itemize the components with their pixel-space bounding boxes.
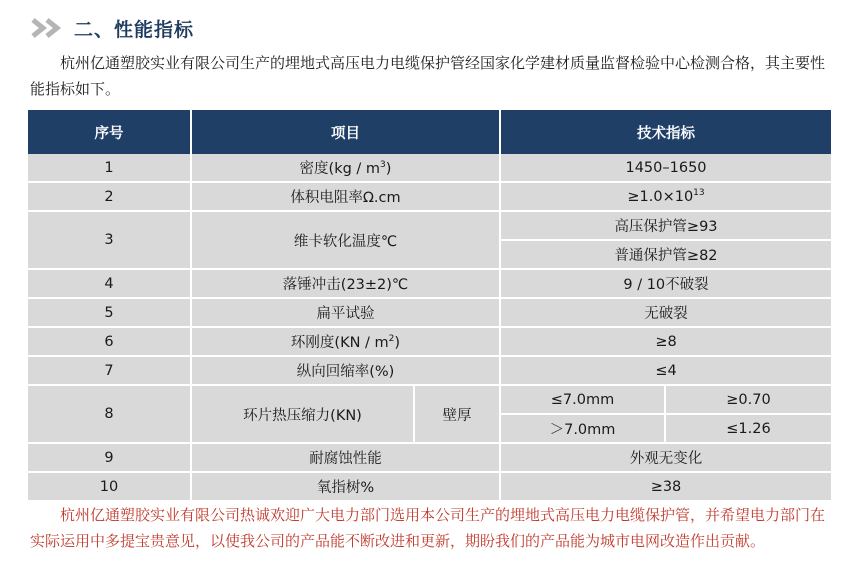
row-item: 纵向回缩率(%): [191, 356, 500, 385]
table-row: [28, 154, 831, 182]
row-condition: ＞7.0mm: [500, 414, 665, 443]
closing-paragraph: 杭州亿通塑胶实业有限公司热诚欢迎广大电力部门选用本公司生产的埋地式高压电力电缆保护管，并希望电力部门在实际运用中多提宝贵意见，以使我公司的产品能不断改进和更新，期盼我们的产品能为城市电网改造作出贡献。: [30, 506, 826, 550]
row-value: 普通保护管≥82: [500, 240, 831, 269]
row-item: 落锤冲击(23±2)℃: [191, 269, 500, 298]
row-value: $\ge 1.0\times 10^{13}$: [500, 182, 831, 211]
row-number: 9: [28, 443, 191, 472]
row-value: 1450–1650: [500, 154, 831, 182]
row-item: 密度$(kg / m^3)$: [191, 154, 500, 182]
row-value: 无破裂: [500, 298, 831, 327]
row-item: 环刚度$(KN / m^2)$: [191, 327, 500, 356]
table-row: [28, 327, 831, 356]
table-row: [28, 182, 831, 211]
row-number: 7: [28, 356, 191, 385]
table-header-row: [28, 110, 831, 154]
row-item: 环片热压缩力(KN): [191, 385, 414, 443]
row-number: 6: [28, 327, 191, 356]
row-value: ≤4: [500, 356, 831, 385]
header-no: 序号: [28, 110, 191, 154]
row-number: 3: [28, 211, 191, 269]
table-row: [28, 298, 831, 327]
row-number: 1: [28, 154, 191, 182]
row-value: ≥8: [500, 327, 831, 356]
row-sub-item: 壁厚: [414, 385, 500, 443]
intro-paragraph: 杭州亿通塑胶实业有限公司生产的埋地式高压电力电缆保护管经国家化学建材质量监督检验中心检测合格，其主要性能指标如下。: [30, 54, 826, 98]
header-spec: 技术指标: [500, 110, 831, 154]
row-value: 9 / 10不破裂: [500, 269, 831, 298]
row-condition: ≤7.0mm: [500, 385, 665, 414]
table-row: [28, 472, 831, 501]
row-value: 外观无变化: [500, 443, 831, 472]
row-item: 维卡软化温度℃: [191, 211, 500, 269]
row-item: 耐腐蚀性能: [191, 443, 500, 472]
row-value: ≥0.70: [665, 385, 831, 414]
row-number: 2: [28, 182, 191, 211]
table-row: [28, 385, 831, 414]
double-chevron-right-icon: [30, 17, 70, 39]
table-row: [28, 443, 831, 472]
section-title: 二、性能指标: [74, 18, 195, 41]
section-heading: [30, 14, 194, 42]
row-number: 8: [28, 385, 191, 443]
row-value: 高压保护管≥93: [500, 211, 831, 240]
table-row: [28, 211, 831, 240]
row-number: 10: [28, 472, 191, 501]
row-number: 4: [28, 269, 191, 298]
row-value: ≥38: [500, 472, 831, 501]
header-item: 项目: [191, 110, 500, 154]
table-row: [28, 356, 831, 385]
table-row: [28, 269, 831, 298]
row-value: ≤1.26: [665, 414, 831, 443]
row-item: 扁平试验: [191, 298, 500, 327]
row-item: 体积电阻率Ω.cm: [191, 182, 500, 211]
row-item: 氧指树%: [191, 472, 500, 501]
spec-table: [28, 110, 831, 502]
row-number: 5: [28, 298, 191, 327]
